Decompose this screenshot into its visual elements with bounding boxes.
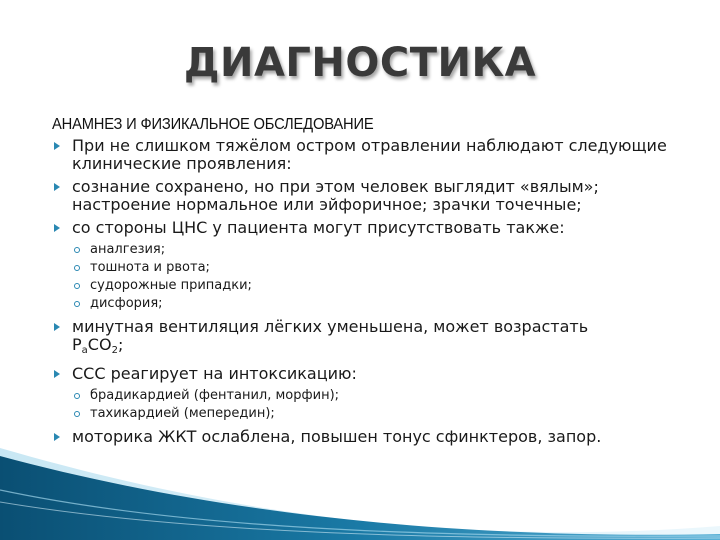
bullet-item <box>52 318 692 360</box>
circle-bullet-icon <box>74 393 80 399</box>
circle-bullet-icon <box>74 301 80 307</box>
sub-bullet-item: тошнота и рвота; <box>72 259 692 277</box>
sub-bullet-item: брадикардией (фентанил, морфин); <box>72 387 692 405</box>
sub-bullet-item: аналгезия; <box>72 241 692 259</box>
circle-bullet-icon <box>74 247 80 253</box>
bullet-item <box>52 178 692 214</box>
wave-decoration <box>0 430 720 540</box>
bullet-item <box>52 219 692 313</box>
formula-paco2: $P_aCO_2$; <box>72 335 124 356</box>
sub-bullet-list <box>72 241 692 313</box>
sub-bullet-item: дисфория; <box>72 295 692 313</box>
triangle-bullet-icon <box>54 183 60 191</box>
bullet-item <box>52 365 692 423</box>
bullet-text: ССС реагирует на интоксикацию: <box>72 364 357 383</box>
triangle-bullet-icon <box>54 370 60 378</box>
circle-bullet-icon <box>74 411 80 417</box>
bullet-item <box>52 137 692 173</box>
triangle-bullet-icon <box>54 142 60 150</box>
section-heading: АНАМНЕЗ И ФИЗИКАЛЬНОЕ ОБСЛЕДОВАНИЕ <box>52 116 374 133</box>
sub-bullet-item: тахикардией (мепередин); <box>72 405 692 423</box>
bullet-text: сознание сохранено, но при этом человек выглядит «вялым»; настроение нормальное или эйфоричное; зрачки точечные; <box>72 177 599 214</box>
circle-bullet-icon <box>74 283 80 289</box>
sub-bullet-list <box>72 387 692 423</box>
bullet-text: минутная вентиляция лёгких уменьшена, может возрастать <box>72 317 589 336</box>
slide-title: ДИАГНОСТИКА <box>183 40 537 86</box>
triangle-bullet-icon <box>54 224 60 232</box>
triangle-bullet-icon <box>54 323 60 331</box>
bullet-text: моторика ЖКТ ослаблена, повышен тонус сфинктеров, запор. <box>72 427 602 446</box>
bullet-text: При не слишком тяжёлом остром отравлении наблюдают следующие клинические проявления: <box>72 136 667 173</box>
slide-content <box>52 116 692 451</box>
circle-bullet-icon <box>74 265 80 271</box>
sub-bullet-item: судорожные припадки; <box>72 277 692 295</box>
bullet-text: со стороны ЦНС у пациента могут присутствовать также: <box>72 218 565 237</box>
bullet-list <box>52 137 692 446</box>
